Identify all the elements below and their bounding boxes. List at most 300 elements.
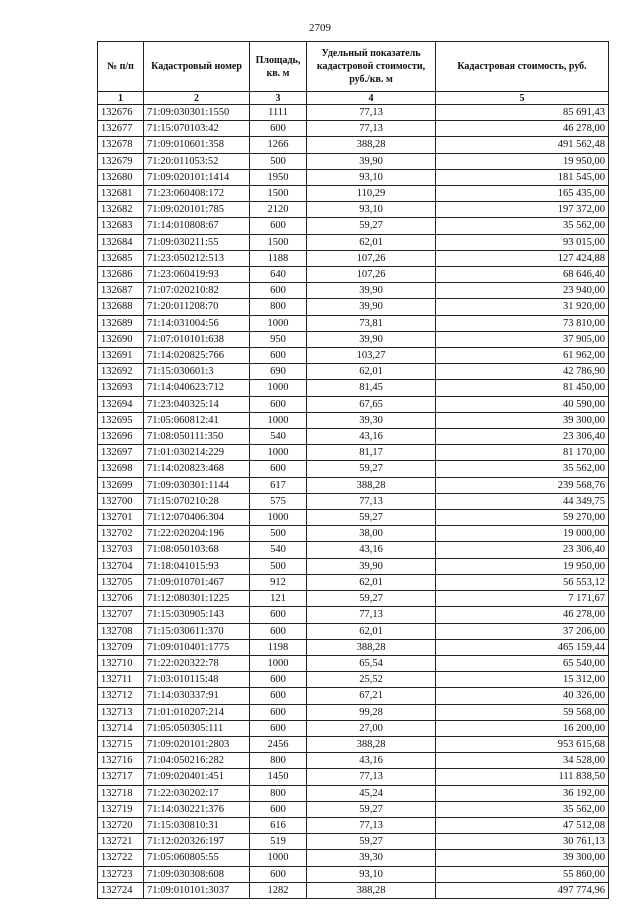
unit-value-cell: 59,27 xyxy=(307,510,436,526)
cadastral-number-cell: 71:09:030211:55 xyxy=(144,234,250,250)
cadastral-cost-cell: 491 562,48 xyxy=(436,137,609,153)
area-cell: 640 xyxy=(250,267,307,283)
area-cell: 950 xyxy=(250,331,307,347)
cadastral-number-cell: 71:14:040623:712 xyxy=(144,380,250,396)
table-body xyxy=(98,105,609,899)
cadastral-number-cell: 71:15:070103:42 xyxy=(144,121,250,137)
unit-value-cell: 93,10 xyxy=(307,866,436,882)
row-index-cell: 132694 xyxy=(98,396,144,412)
table-row xyxy=(98,331,609,347)
row-index-cell: 132713 xyxy=(98,704,144,720)
cadastral-number-cell: 71:09:030301:1144 xyxy=(144,477,250,493)
unit-value-cell: 93,10 xyxy=(307,202,436,218)
cadastral-number-cell: 71:14:020823:468 xyxy=(144,461,250,477)
area-cell: 1000 xyxy=(250,850,307,866)
column-number: 1 xyxy=(98,92,144,105)
unit-value-cell: 39,90 xyxy=(307,331,436,347)
unit-value-cell: 99,28 xyxy=(307,704,436,720)
unit-value-cell: 39,90 xyxy=(307,299,436,315)
unit-value-cell: 77,13 xyxy=(307,817,436,833)
column-number: 5 xyxy=(436,92,609,105)
cadastral-number-cell: 71:15:030601:3 xyxy=(144,364,250,380)
row-index-cell: 132724 xyxy=(98,882,144,898)
cadastral-cost-cell: 59 270,00 xyxy=(436,510,609,526)
area-cell: 800 xyxy=(250,785,307,801)
row-index-cell: 132689 xyxy=(98,315,144,331)
cadastral-cost-cell: 23 306,40 xyxy=(436,542,609,558)
unit-value-cell: 39,90 xyxy=(307,558,436,574)
cadastral-cost-cell: 81 170,00 xyxy=(436,445,609,461)
unit-value-cell: 73,81 xyxy=(307,315,436,331)
area-cell: 500 xyxy=(250,526,307,542)
cadastral-number-cell: 71:09:030301:1550 xyxy=(144,105,250,121)
row-index-cell: 132681 xyxy=(98,186,144,202)
unit-value-cell: 388,28 xyxy=(307,736,436,752)
area-cell: 540 xyxy=(250,429,307,445)
row-index-cell: 132709 xyxy=(98,639,144,655)
table-row xyxy=(98,785,609,801)
area-cell: 600 xyxy=(250,396,307,412)
area-cell: 1000 xyxy=(250,380,307,396)
table-row xyxy=(98,817,609,833)
table-row xyxy=(98,720,609,736)
area-cell: 1000 xyxy=(250,510,307,526)
unit-value-cell: 81,45 xyxy=(307,380,436,396)
cadastral-cost-cell: 37 905,00 xyxy=(436,331,609,347)
unit-value-cell: 39,90 xyxy=(307,283,436,299)
row-index-cell: 132696 xyxy=(98,429,144,445)
unit-value-cell: 107,26 xyxy=(307,250,436,266)
unit-value-cell: 107,26 xyxy=(307,267,436,283)
header-index: № п/п xyxy=(98,42,144,92)
cadastral-cost-cell: 39 300,00 xyxy=(436,850,609,866)
table-row xyxy=(98,526,609,542)
table-row xyxy=(98,169,609,185)
cadastral-number-cell: 71:22:020322:78 xyxy=(144,655,250,671)
row-index-cell: 132688 xyxy=(98,299,144,315)
row-index-cell: 132676 xyxy=(98,105,144,121)
header-cadastral-cost: Кадастровая стоимость, руб. xyxy=(436,42,609,92)
table-row xyxy=(98,461,609,477)
cadastral-cost-cell: 81 450,00 xyxy=(436,380,609,396)
cadastral-number-cell: 71:05:050305:111 xyxy=(144,720,250,736)
cadastral-cost-cell: 31 920,00 xyxy=(436,299,609,315)
column-number: 2 xyxy=(144,92,250,105)
row-index-cell: 132692 xyxy=(98,364,144,380)
row-index-cell: 132680 xyxy=(98,169,144,185)
unit-value-cell: 67,21 xyxy=(307,688,436,704)
area-cell: 600 xyxy=(250,801,307,817)
unit-value-cell: 59,27 xyxy=(307,834,436,850)
cadastral-number-cell: 71:18:041015:93 xyxy=(144,558,250,574)
table-row xyxy=(98,607,609,623)
area-cell: 1198 xyxy=(250,639,307,655)
cadastral-cost-cell: 19 000,00 xyxy=(436,526,609,542)
header-area: Площадь, кв. м xyxy=(250,42,307,92)
table-row xyxy=(98,558,609,574)
area-cell: 1000 xyxy=(250,655,307,671)
table-row xyxy=(98,882,609,898)
row-index-cell: 132693 xyxy=(98,380,144,396)
cadastral-cost-cell: 93 015,00 xyxy=(436,234,609,250)
unit-value-cell: 45,24 xyxy=(307,785,436,801)
area-cell: 600 xyxy=(250,121,307,137)
unit-value-cell: 59,27 xyxy=(307,461,436,477)
row-index-cell: 132720 xyxy=(98,817,144,833)
area-cell: 600 xyxy=(250,607,307,623)
cadastral-number-cell: 71:23:050212:513 xyxy=(144,250,250,266)
table-row xyxy=(98,186,609,202)
unit-value-cell: 103,27 xyxy=(307,348,436,364)
cadastral-cost-cell: 39 300,00 xyxy=(436,412,609,428)
area-cell: 2120 xyxy=(250,202,307,218)
table-row xyxy=(98,299,609,315)
row-index-cell: 132684 xyxy=(98,234,144,250)
header-unit-value: Удельный показатель кадастровой стоимости, руб./кв. м xyxy=(307,42,436,92)
cadastral-cost-cell: 497 774,96 xyxy=(436,882,609,898)
area-cell: 600 xyxy=(250,218,307,234)
table-row xyxy=(98,736,609,752)
area-cell: 1000 xyxy=(250,315,307,331)
unit-value-cell: 77,13 xyxy=(307,607,436,623)
cadastral-cost-cell: 61 962,00 xyxy=(436,348,609,364)
row-index-cell: 132711 xyxy=(98,672,144,688)
cadastral-number-cell: 71:22:030202:17 xyxy=(144,785,250,801)
cadastral-cost-cell: 35 562,00 xyxy=(436,801,609,817)
row-index-cell: 132705 xyxy=(98,574,144,590)
cadastral-number-cell: 71:01:010207:214 xyxy=(144,704,250,720)
cadastral-number-cell: 71:14:030221:376 xyxy=(144,801,250,817)
unit-value-cell: 77,13 xyxy=(307,769,436,785)
row-index-cell: 132707 xyxy=(98,607,144,623)
unit-value-cell: 25,52 xyxy=(307,672,436,688)
cadastral-cost-cell: 7 171,67 xyxy=(436,591,609,607)
cadastral-cost-cell: 19 950,00 xyxy=(436,153,609,169)
cadastral-cost-cell: 65 540,00 xyxy=(436,655,609,671)
table-row xyxy=(98,380,609,396)
cadastral-cost-cell: 68 646,40 xyxy=(436,267,609,283)
unit-value-cell: 59,27 xyxy=(307,218,436,234)
cadastral-cost-cell: 36 192,00 xyxy=(436,785,609,801)
table-row xyxy=(98,396,609,412)
row-index-cell: 132704 xyxy=(98,558,144,574)
area-cell: 1188 xyxy=(250,250,307,266)
row-index-cell: 132683 xyxy=(98,218,144,234)
row-index-cell: 132715 xyxy=(98,736,144,752)
cadastral-cost-cell: 42 786,90 xyxy=(436,364,609,380)
row-index-cell: 132678 xyxy=(98,137,144,153)
cadastral-number-cell: 71:09:010101:3037 xyxy=(144,882,250,898)
area-cell: 1500 xyxy=(250,186,307,202)
area-cell: 600 xyxy=(250,688,307,704)
table-row xyxy=(98,510,609,526)
table-row xyxy=(98,121,609,137)
table-row xyxy=(98,202,609,218)
row-index-cell: 132718 xyxy=(98,785,144,801)
cadastral-cost-cell: 465 159,44 xyxy=(436,639,609,655)
area-cell: 1000 xyxy=(250,445,307,461)
row-index-cell: 132722 xyxy=(98,850,144,866)
cadastral-number-cell: 71:15:030810:31 xyxy=(144,817,250,833)
cadastral-cost-cell: 111 838,50 xyxy=(436,769,609,785)
cadastral-number-cell: 71:20:011208:70 xyxy=(144,299,250,315)
unit-value-cell: 67,65 xyxy=(307,396,436,412)
row-index-cell: 132708 xyxy=(98,623,144,639)
table-row xyxy=(98,364,609,380)
cadastral-number-cell: 71:14:030337:91 xyxy=(144,688,250,704)
table-row xyxy=(98,688,609,704)
cadastral-number-cell: 71:09:010701:467 xyxy=(144,574,250,590)
table-row xyxy=(98,267,609,283)
cadastral-value-table xyxy=(97,41,609,899)
cadastral-number-cell: 71:07:010101:638 xyxy=(144,331,250,347)
area-cell: 600 xyxy=(250,283,307,299)
table-row xyxy=(98,283,609,299)
unit-value-cell: 59,27 xyxy=(307,801,436,817)
area-cell: 500 xyxy=(250,558,307,574)
table-row xyxy=(98,153,609,169)
cadastral-cost-cell: 23 306,40 xyxy=(436,429,609,445)
cadastral-number-cell: 71:07:020210:82 xyxy=(144,283,250,299)
unit-value-cell: 93,10 xyxy=(307,169,436,185)
area-cell: 1282 xyxy=(250,882,307,898)
cadastral-number-cell: 71:04:050216:282 xyxy=(144,753,250,769)
table-row xyxy=(98,801,609,817)
row-index-cell: 132717 xyxy=(98,769,144,785)
table-row xyxy=(98,234,609,250)
area-cell: 600 xyxy=(250,720,307,736)
cadastral-number-cell: 71:09:010601:358 xyxy=(144,137,250,153)
cadastral-cost-cell: 47 512,08 xyxy=(436,817,609,833)
area-cell: 1266 xyxy=(250,137,307,153)
area-cell: 600 xyxy=(250,866,307,882)
row-index-cell: 132714 xyxy=(98,720,144,736)
area-cell: 616 xyxy=(250,817,307,833)
cadastral-number-cell: 71:08:050103:68 xyxy=(144,542,250,558)
area-cell: 800 xyxy=(250,299,307,315)
table-row xyxy=(98,623,609,639)
row-index-cell: 132695 xyxy=(98,412,144,428)
cadastral-number-cell: 71:05:060812:41 xyxy=(144,412,250,428)
cadastral-number-cell: 71:09:010401:1775 xyxy=(144,639,250,655)
area-cell: 600 xyxy=(250,348,307,364)
cadastral-cost-cell: 46 278,00 xyxy=(436,121,609,137)
area-cell: 600 xyxy=(250,704,307,720)
unit-value-cell: 65,54 xyxy=(307,655,436,671)
area-cell: 800 xyxy=(250,753,307,769)
unit-value-cell: 43,16 xyxy=(307,542,436,558)
cadastral-number-cell: 71:12:080301:1225 xyxy=(144,591,250,607)
unit-value-cell: 77,13 xyxy=(307,493,436,509)
table-row xyxy=(98,250,609,266)
header-cadastral-number: Кадастровый номер xyxy=(144,42,250,92)
unit-value-cell: 38,00 xyxy=(307,526,436,542)
table-row xyxy=(98,477,609,493)
table-row xyxy=(98,591,609,607)
unit-value-cell: 77,13 xyxy=(307,121,436,137)
cadastral-number-cell: 71:01:030214:229 xyxy=(144,445,250,461)
row-index-cell: 132698 xyxy=(98,461,144,477)
cadastral-cost-cell: 35 562,00 xyxy=(436,218,609,234)
table-row xyxy=(98,105,609,121)
row-index-cell: 132699 xyxy=(98,477,144,493)
area-cell: 575 xyxy=(250,493,307,509)
cadastral-number-cell: 71:14:031004:56 xyxy=(144,315,250,331)
cadastral-cost-cell: 44 349,75 xyxy=(436,493,609,509)
area-cell: 500 xyxy=(250,153,307,169)
row-index-cell: 132700 xyxy=(98,493,144,509)
header-row xyxy=(98,42,609,92)
unit-value-cell: 388,28 xyxy=(307,477,436,493)
table-row xyxy=(98,639,609,655)
area-cell: 540 xyxy=(250,542,307,558)
table-row xyxy=(98,218,609,234)
cadastral-cost-cell: 239 568,76 xyxy=(436,477,609,493)
table-row xyxy=(98,445,609,461)
table-row xyxy=(98,655,609,671)
page-number: 2709 xyxy=(309,22,331,34)
cadastral-number-cell: 71:15:030611:370 xyxy=(144,623,250,639)
cadastral-number-cell: 71:09:020401:451 xyxy=(144,769,250,785)
row-index-cell: 132701 xyxy=(98,510,144,526)
row-index-cell: 132719 xyxy=(98,801,144,817)
area-cell: 600 xyxy=(250,461,307,477)
row-index-cell: 132679 xyxy=(98,153,144,169)
area-cell: 1950 xyxy=(250,169,307,185)
cadastral-cost-cell: 197 372,00 xyxy=(436,202,609,218)
unit-value-cell: 59,27 xyxy=(307,591,436,607)
table-row xyxy=(98,704,609,720)
cadastral-cost-cell: 40 590,00 xyxy=(436,396,609,412)
row-index-cell: 132685 xyxy=(98,250,144,266)
cadastral-number-cell: 71:15:070210:28 xyxy=(144,493,250,509)
cadastral-number-cell: 71:09:030308:608 xyxy=(144,866,250,882)
table-row xyxy=(98,315,609,331)
cadastral-number-cell: 71:23:040325:14 xyxy=(144,396,250,412)
cadastral-number-cell: 71:12:020326:197 xyxy=(144,834,250,850)
cadastral-number-cell: 71:09:020101:2803 xyxy=(144,736,250,752)
unit-value-cell: 388,28 xyxy=(307,639,436,655)
area-cell: 2456 xyxy=(250,736,307,752)
table-row xyxy=(98,753,609,769)
unit-value-cell: 388,28 xyxy=(307,882,436,898)
table-row xyxy=(98,850,609,866)
cadastral-cost-cell: 35 562,00 xyxy=(436,461,609,477)
table-row xyxy=(98,769,609,785)
cadastral-cost-cell: 181 545,00 xyxy=(436,169,609,185)
cadastral-cost-cell: 16 200,00 xyxy=(436,720,609,736)
cadastral-cost-cell: 56 553,12 xyxy=(436,574,609,590)
unit-value-cell: 62,01 xyxy=(307,623,436,639)
row-index-cell: 132686 xyxy=(98,267,144,283)
cadastral-number-cell: 71:20:011053:52 xyxy=(144,153,250,169)
table-row xyxy=(98,137,609,153)
unit-value-cell: 62,01 xyxy=(307,364,436,380)
row-index-cell: 132702 xyxy=(98,526,144,542)
area-cell: 600 xyxy=(250,672,307,688)
unit-value-cell: 43,16 xyxy=(307,429,436,445)
table-header xyxy=(98,42,609,105)
cadastral-number-cell: 71:09:020101:1414 xyxy=(144,169,250,185)
cadastral-number-cell: 71:08:050111:350 xyxy=(144,429,250,445)
area-cell: 121 xyxy=(250,591,307,607)
table-row xyxy=(98,672,609,688)
cadastral-cost-cell: 55 860,00 xyxy=(436,866,609,882)
cadastral-cost-cell: 34 528,00 xyxy=(436,753,609,769)
table-row xyxy=(98,834,609,850)
cadastral-cost-cell: 165 435,00 xyxy=(436,186,609,202)
unit-value-cell: 27,00 xyxy=(307,720,436,736)
column-number-row xyxy=(98,92,609,105)
table-row xyxy=(98,866,609,882)
cadastral-cost-cell: 73 810,00 xyxy=(436,315,609,331)
row-index-cell: 132677 xyxy=(98,121,144,137)
row-index-cell: 132690 xyxy=(98,331,144,347)
cadastral-cost-cell: 30 761,13 xyxy=(436,834,609,850)
cadastral-cost-cell: 59 568,00 xyxy=(436,704,609,720)
area-cell: 1111 xyxy=(250,105,307,121)
cadastral-number-cell: 71:09:020101:785 xyxy=(144,202,250,218)
row-index-cell: 132697 xyxy=(98,445,144,461)
cadastral-cost-cell: 127 424,88 xyxy=(436,250,609,266)
cadastral-cost-cell: 953 615,68 xyxy=(436,736,609,752)
unit-value-cell: 39,30 xyxy=(307,850,436,866)
row-index-cell: 132710 xyxy=(98,655,144,671)
cadastral-number-cell: 71:15:030905:143 xyxy=(144,607,250,623)
unit-value-cell: 39,90 xyxy=(307,153,436,169)
cadastral-cost-cell: 40 326,00 xyxy=(436,688,609,704)
unit-value-cell: 62,01 xyxy=(307,234,436,250)
area-cell: 1450 xyxy=(250,769,307,785)
column-number: 3 xyxy=(250,92,307,105)
cadastral-cost-cell: 85 691,43 xyxy=(436,105,609,121)
row-index-cell: 132687 xyxy=(98,283,144,299)
row-index-cell: 132691 xyxy=(98,348,144,364)
cadastral-number-cell: 71:23:060408:172 xyxy=(144,186,250,202)
table-row xyxy=(98,574,609,590)
table-row xyxy=(98,348,609,364)
unit-value-cell: 110,29 xyxy=(307,186,436,202)
row-index-cell: 132706 xyxy=(98,591,144,607)
unit-value-cell: 77,13 xyxy=(307,105,436,121)
cadastral-number-cell: 71:12:070406:304 xyxy=(144,510,250,526)
row-index-cell: 132716 xyxy=(98,753,144,769)
cadastral-number-cell: 71:14:010808:67 xyxy=(144,218,250,234)
unit-value-cell: 43,16 xyxy=(307,753,436,769)
cadastral-cost-cell: 15 312,00 xyxy=(436,672,609,688)
table-row xyxy=(98,542,609,558)
cadastral-cost-cell: 19 950,00 xyxy=(436,558,609,574)
area-cell: 1000 xyxy=(250,412,307,428)
row-index-cell: 132703 xyxy=(98,542,144,558)
cadastral-cost-cell: 46 278,00 xyxy=(436,607,609,623)
unit-value-cell: 39,30 xyxy=(307,412,436,428)
area-cell: 600 xyxy=(250,623,307,639)
unit-value-cell: 388,28 xyxy=(307,137,436,153)
unit-value-cell: 62,01 xyxy=(307,574,436,590)
area-cell: 519 xyxy=(250,834,307,850)
area-cell: 617 xyxy=(250,477,307,493)
row-index-cell: 132721 xyxy=(98,834,144,850)
cadastral-number-cell: 71:05:060805:55 xyxy=(144,850,250,866)
table-row xyxy=(98,429,609,445)
area-cell: 912 xyxy=(250,574,307,590)
area-cell: 690 xyxy=(250,364,307,380)
row-index-cell: 132712 xyxy=(98,688,144,704)
cadastral-cost-cell: 37 206,00 xyxy=(436,623,609,639)
unit-value-cell: 81,17 xyxy=(307,445,436,461)
table-row xyxy=(98,412,609,428)
